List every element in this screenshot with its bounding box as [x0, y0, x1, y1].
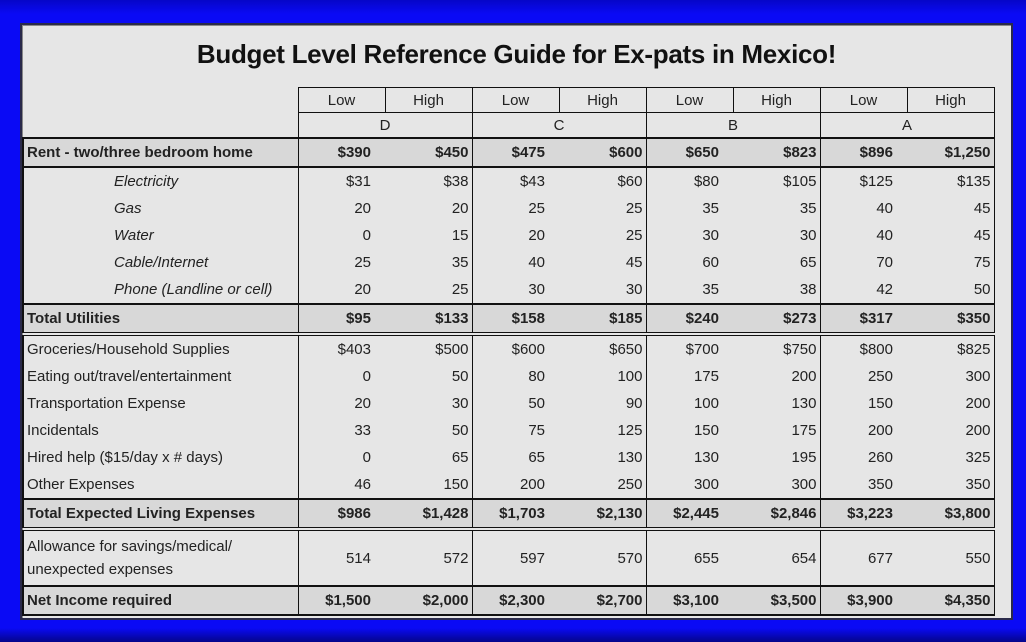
- value-cell: 45: [907, 222, 994, 249]
- value-cell: 75: [528, 422, 545, 439]
- table-row: [23, 195, 994, 222]
- value-cell: 30: [702, 227, 719, 244]
- value-cell: 40: [876, 227, 893, 244]
- value-cell: 38: [733, 276, 820, 304]
- row-label: Allowance for savings/medical/ unexpected expenses: [23, 529, 298, 586]
- table-row: [23, 167, 994, 195]
- value-cell: $43: [519, 173, 545, 190]
- value-cell: $600: [559, 138, 646, 167]
- row-label: Total Utilities: [23, 304, 298, 334]
- value-cell: 40: [876, 200, 893, 217]
- table-row: [23, 304, 994, 334]
- row-label: Electricity: [23, 167, 298, 195]
- value-cell: 35: [702, 281, 719, 298]
- table-row: [23, 276, 994, 304]
- value-cell: 175: [693, 368, 719, 385]
- value-cell: 46: [354, 476, 371, 493]
- value-cell: $403: [298, 334, 385, 363]
- table-row: [23, 471, 994, 499]
- value-cell: 125: [559, 417, 646, 444]
- value-cell: 200: [867, 422, 893, 439]
- value-cell: 100: [559, 363, 646, 390]
- value-cell: 597: [472, 529, 559, 586]
- row-label: Net Income required: [23, 586, 298, 615]
- row-label: Gas: [23, 195, 298, 222]
- column-header: High: [907, 88, 994, 113]
- value-cell: 514: [298, 529, 385, 586]
- value-cell: 20: [385, 195, 472, 222]
- value-cell: 25: [528, 200, 545, 217]
- value-cell: $823: [733, 138, 820, 167]
- sublabel-header-row: [23, 88, 994, 113]
- table-row: [23, 586, 994, 615]
- table-row: [23, 444, 994, 471]
- column-header: Low: [820, 88, 907, 113]
- value-cell: 300: [907, 363, 994, 390]
- value-cell: 130: [693, 449, 719, 466]
- value-cell: $390: [298, 138, 385, 167]
- value-cell: 260: [867, 449, 893, 466]
- value-cell: 655: [646, 529, 733, 586]
- row-label: Transportation Expense: [23, 390, 298, 417]
- value-cell: $105: [733, 167, 820, 195]
- value-cell: 300: [733, 471, 820, 499]
- value-cell: $273: [733, 304, 820, 334]
- value-cell: 20: [354, 281, 371, 298]
- value-cell: $650: [559, 334, 646, 363]
- value-cell: 0: [362, 227, 371, 244]
- value-cell: 42: [876, 281, 893, 298]
- value-cell: 50: [385, 363, 472, 390]
- value-cell: 25: [385, 276, 472, 304]
- value-cell: $3,223: [820, 499, 907, 529]
- budget-sheet: [20, 23, 1013, 620]
- value-cell: 75: [907, 249, 994, 276]
- value-cell: $95: [298, 304, 385, 334]
- value-cell: $1,500: [298, 586, 385, 615]
- value-cell: 20: [354, 200, 371, 217]
- table-row: [23, 334, 994, 363]
- value-cell: 40: [528, 254, 545, 271]
- value-cell: $185: [559, 304, 646, 334]
- row-label: Rent - two/three bedroom home: [23, 138, 298, 167]
- value-cell: $896: [820, 138, 907, 167]
- value-cell: 25: [559, 222, 646, 249]
- row-label: Cable/Internet: [23, 249, 298, 276]
- value-cell: $135: [907, 167, 994, 195]
- value-cell: 572: [385, 529, 472, 586]
- value-cell: $450: [385, 138, 472, 167]
- value-cell: 20: [354, 395, 371, 412]
- value-cell: $2,700: [559, 586, 646, 615]
- value-cell: $750: [733, 334, 820, 363]
- value-cell: 70: [876, 254, 893, 271]
- value-cell: $4,350: [907, 586, 994, 615]
- value-cell: 0: [362, 368, 371, 385]
- value-cell: $240: [646, 304, 733, 334]
- value-cell: $2,000: [385, 586, 472, 615]
- row-label: Groceries/Household Supplies: [23, 334, 298, 363]
- value-cell: $350: [907, 304, 994, 334]
- value-cell: $1,703: [472, 499, 559, 529]
- value-cell: $125: [859, 173, 893, 190]
- value-cell: $80: [693, 173, 719, 190]
- value-cell: 15: [385, 222, 472, 249]
- value-cell: 250: [867, 368, 893, 385]
- value-cell: 35: [702, 200, 719, 217]
- value-cell: 25: [354, 254, 371, 271]
- value-cell: 654: [733, 529, 820, 586]
- table-row: [23, 417, 994, 444]
- row-label: Hired help ($15/day x # days): [23, 444, 298, 471]
- value-cell: 130: [733, 390, 820, 417]
- value-cell: 250: [559, 471, 646, 499]
- level-header-row: [23, 113, 994, 139]
- level-header-b: B: [646, 113, 820, 139]
- value-cell: 80: [528, 368, 545, 385]
- value-cell: $158: [472, 304, 559, 334]
- value-cell: 35: [385, 249, 472, 276]
- value-cell: 195: [733, 444, 820, 471]
- value-cell: $133: [385, 304, 472, 334]
- row-label: Water: [23, 222, 298, 249]
- value-cell: 33: [354, 422, 371, 439]
- value-cell: 50: [528, 395, 545, 412]
- value-cell: 60: [702, 254, 719, 271]
- value-cell: $31: [345, 173, 371, 190]
- value-cell: 65: [385, 444, 472, 471]
- value-cell: 50: [907, 276, 994, 304]
- row-label: Incidentals: [23, 417, 298, 444]
- value-cell: $500: [385, 334, 472, 363]
- value-cell: $2,130: [559, 499, 646, 529]
- value-cell: 200: [907, 390, 994, 417]
- row-label: Phone (Landline or cell): [23, 276, 298, 304]
- value-cell: $600: [472, 334, 559, 363]
- value-cell: 130: [559, 444, 646, 471]
- value-cell: $317: [820, 304, 907, 334]
- value-cell: 45: [559, 249, 646, 276]
- value-cell: 65: [528, 449, 545, 466]
- value-cell: 350: [867, 476, 893, 493]
- value-cell: $3,900: [820, 586, 907, 615]
- value-cell: $1,428: [385, 499, 472, 529]
- value-cell: $475: [472, 138, 559, 167]
- value-cell: 30: [559, 276, 646, 304]
- value-cell: 200: [519, 476, 545, 493]
- value-cell: 150: [693, 422, 719, 439]
- value-cell: 0: [362, 449, 371, 466]
- value-cell: 350: [907, 471, 994, 499]
- value-cell: 90: [559, 390, 646, 417]
- value-cell: 150: [867, 395, 893, 412]
- column-header: Low: [298, 88, 385, 113]
- header-blank: [23, 113, 298, 139]
- value-cell: 677: [820, 529, 907, 586]
- value-cell: $2,300: [472, 586, 559, 615]
- value-cell: $700: [646, 334, 733, 363]
- value-cell: 550: [907, 529, 994, 586]
- value-cell: $825: [907, 334, 994, 363]
- row-label: Other Expenses: [23, 471, 298, 499]
- value-cell: 200: [907, 417, 994, 444]
- value-cell: 100: [693, 395, 719, 412]
- value-cell: $2,445: [646, 499, 733, 529]
- table-row: [23, 499, 994, 529]
- value-cell: 30: [528, 281, 545, 298]
- value-cell: 30: [733, 222, 820, 249]
- table-row: [23, 363, 994, 390]
- table-row: [23, 249, 994, 276]
- value-cell: $3,500: [733, 586, 820, 615]
- value-cell: $2,846: [733, 499, 820, 529]
- column-header: Low: [472, 88, 559, 113]
- page-title: Budget Level Reference Guide for Ex-pats in Mexico!: [196, 39, 837, 69]
- value-cell: $38: [385, 167, 472, 195]
- value-cell: 65: [733, 249, 820, 276]
- column-header: High: [733, 88, 820, 113]
- budget-table: [22, 87, 995, 616]
- value-cell: 30: [385, 390, 472, 417]
- table-row: [23, 529, 994, 586]
- value-cell: 175: [733, 417, 820, 444]
- table-row: [23, 222, 994, 249]
- column-header: Low: [646, 88, 733, 113]
- value-cell: 325: [907, 444, 994, 471]
- table-row: [23, 390, 994, 417]
- table-row: [23, 138, 994, 167]
- value-cell: 20: [528, 227, 545, 244]
- column-header: High: [385, 88, 472, 113]
- value-cell: $3,800: [907, 499, 994, 529]
- level-header-c: C: [472, 113, 646, 139]
- value-cell: $650: [646, 138, 733, 167]
- value-cell: $60: [559, 167, 646, 195]
- value-cell: 25: [559, 195, 646, 222]
- value-cell: 150: [385, 471, 472, 499]
- value-cell: 570: [559, 529, 646, 586]
- value-cell: 300: [693, 476, 719, 493]
- row-label: Total Expected Living Expenses: [23, 499, 298, 529]
- value-cell: $3,100: [646, 586, 733, 615]
- column-header: High: [559, 88, 646, 113]
- value-cell: 45: [907, 195, 994, 222]
- level-header-a: A: [820, 113, 994, 139]
- value-cell: $1,250: [907, 138, 994, 167]
- value-cell: 50: [385, 417, 472, 444]
- row-label: Eating out/travel/entertainment: [23, 363, 298, 390]
- value-cell: $986: [298, 499, 385, 529]
- value-cell: 200: [733, 363, 820, 390]
- value-cell: 35: [733, 195, 820, 222]
- value-cell: $800: [820, 334, 907, 363]
- header-blank: [23, 88, 298, 113]
- level-header-d: D: [298, 113, 472, 139]
